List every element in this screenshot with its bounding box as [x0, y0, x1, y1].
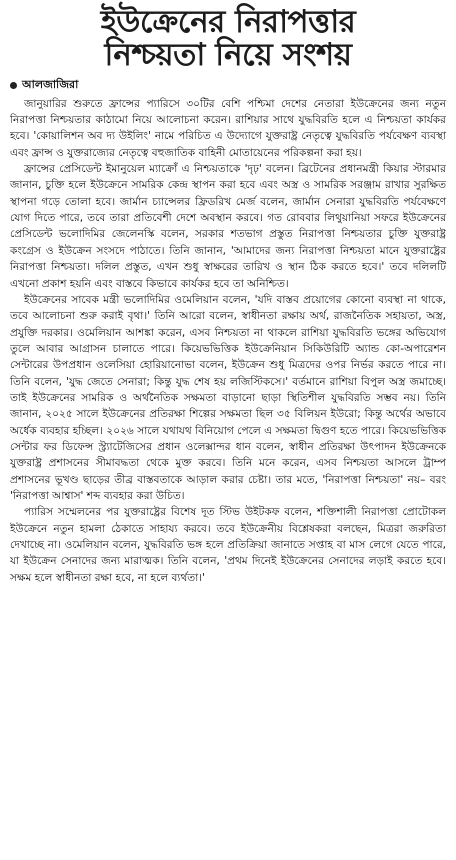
- source-name: আলজাজিরা: [22, 77, 79, 91]
- headline: [10, 6, 446, 72]
- paragraph: প্যারিস সম্মেলনের পর যুক্তরাষ্ট্রের বিশেষ দূত স্টিভ উইটকফ বলেন, শক্তিশালী নিরাপত্তা প্রোটোকল ইউক্রেনে নতুন হামলা ঠেকাতে সাহায্য করবে। তবে ইউক্রেনীয় বিশ্লেষকরা বলছেন, মিত্ররা জরুরিতা দেখাচ্ছে না। ওমেলিয়ান বলেন, যুদ্ধবিরতি ভঙ্গ হলে প্রতিক্রিয়া জানাতে সপ্তাহ বা মাস লেগে যেতে পারে, যা ইউক্রেন সেনাদের জন্য মারাত্মক। তিনি বলেন, 'প্রথম দিনেই ইউক্রেনের সেনাদের লড়াই করতে হবে। সক্ষম হলে স্বাধীনতা রক্ষা হবে, না হলে ব্যর্থতা।': [10, 506, 446, 584]
- bullet-icon: [10, 82, 17, 89]
- article-body: [10, 96, 446, 586]
- paragraph: জানুয়ারির শুরুতে ফ্রান্সের প্যারিসে ৩০টির বেশি পশ্চিমা দেশের নেতারা ইউক্রেনের জন্য নতুন নিরাপত্তা নিশ্চয়তার কাঠামো নিয়ে আলোচনা করেন। রাশিয়ার সাথে যুদ্ধবিরতি হলে এ নিশ্চয়তা কার্যকর হবে। 'কোয়ালিশন অব দ্য উইলিং' নামে পরিচিত এ উদ্যোগে যুক্তরাষ্ট্র নেতৃত্বে যুদ্ধবিরতি পর্যবেক্ষণ ব্যবস্থা এবং ফ্রান্স ও যুক্তরাজ্যের নেতৃত্বে বহুজাতিক বাহিনী মোতায়েনের পরিকল্পনা করা হয়।: [10, 97, 446, 159]
- headline-line-2: নিশ্চয়তা নিয়ে সংশয়: [104, 36, 352, 73]
- source-line: [10, 76, 446, 95]
- paragraph: ফ্রান্সের প্রেসিডেন্ট ইমানুয়েল ম্যাক্রোঁ এ নিশ্চয়তাকে 'দৃঢ়' বলেন। ব্রিটেনের প্রধানমন্ত্রী কিয়ার স্টারমার জানান, চুক্তি হলে ইউক্রেনে সামরিক কেন্দ্র স্থাপন করা হবে এবং অস্ত্র ও সামরিক সরঞ্জাম রাখার সুরক্ষিত স্থাপনা গড়ে তোলা হবে। জার্মান চ্যান্সেলর ফ্রিডরিখ মের্জ বলেন, জার্মান সেনারা যুদ্ধবিরতি পর্যবেক্ষণে যোগ দিতে পারে, তবে তারা প্রতিবেশী দেশে অবস্থান করবে। গত রোববার লিথুয়ানিয়া সফরে ইউক্রেনের প্রেসিডেন্ট ভলোদিমির জেলেনস্কি বলেন, সরকার শতভাগ প্রস্তুত নিরাপত্তা নিশ্চয়তার চুক্তি যুক্তরাষ্ট্র কংগ্রেস ও ইউক্রেন সংসদে পাঠাতে। তিনি জানান, 'আমাদের জন্য নিরাপত্তা নিশ্চয়তা মানে যুক্তরাষ্ট্রের নিরাপত্তা নিশ্চয়তা। দলিল প্রস্তুত, এখন শুধু স্বাক্ষরের তারিখ ও স্থান ঠিক করতে হবে।' তবে দলিলটি এখনো প্রকাশ হয়নি এবং বাস্তবে কিভাবে কার্যকর হবে তা অনিশ্চিত।: [10, 163, 446, 290]
- paragraph: ইউক্রেনের সাবেক মন্ত্রী ভলোদিমির ওমেলিয়ান বলেন, 'যদি বাস্তব প্রয়োগের কোনো ব্যবস্থা না থাকে, তবে আলোচনা শুরু করাই বৃথা।' তিনি আরো বলেন, স্বাধীনতা রক্ষায় অর্থ, রাজনৈতিক সহায়তা, অস্ত্র, প্রযুক্তি দরকার। ওমেলিয়ান আশঙ্কা করেন, এসব নিশ্চয়তা না থাকলে রাশিয়া যুদ্ধবিরতি ভঙ্গের অভিযোগ তুলে আবার আগ্রাসন চালাতে পারে। কিয়েভভিত্তিক ইউক্রেনিয়ান সিকিউরিটি অ্যান্ড কো-অপারেশন সেন্টারের উপপ্রধান ওলেসিয়া হোরিয়ানোভা বলেন, ইউক্রেন শুধু মিত্রদের ওপর নির্ভর করতে পারে না। তিনি বলেন, 'যুদ্ধ জেতে সেনারা; কিন্তু যুদ্ধ শেষ হয় লজিস্টিকসে।' বর্তমানে রাশিয়া বিপুল অস্ত্র জমাচ্ছে। তাই ইউক্রেনের সামরিক ও অর্থনৈতিক সক্ষমতা বাড়ানো ছাড়া স্থিতিশীল যুদ্ধবিরতি সম্ভব নয়। তিনি জানান, ২০২৫ সালে ইউক্রেনের প্রতিরক্ষা শিল্পের সক্ষমতা ছিল ৩৫ বিলিয়ন ইউরো; কিন্তু অর্থের অভাবে অর্ধেক ব্যবহার হচ্ছিল। ২০২৬ সালে যথাযথ বিনিয়োগ পেলে এ সক্ষমতা দ্বিগুণ হতে পারে। কিয়েভভিত্তিক সেন্টার ফর ডিফেন্স স্ট্র্যাটেজিসের প্রধান ওলেক্সান্দর ধান বলেন, স্বাধীন প্রতিরক্ষা উৎপাদন ইউক্রেনকে যুক্তরাষ্ট্র প্রশাসনের সীমাবদ্ধতা থেকে মুক্ত করবে। তিনি মনে করেন, এসব নিশ্চয়তা আসলে ট্রাম্প প্রশাসনের ভূখণ্ড ছাড়ের তীব্র বাস্তবতাকে আড়াল করার চেষ্টা। তার মতে, 'নিরাপত্তা নিশ্চয়তা' নয়– বরং 'নিরাপত্তা আশ্বাস' শব্দ ব্যবহার করা উচিত।: [10, 293, 446, 502]
- headline-line-1: ইউক্রেনের নিরাপত্তার: [100, 4, 356, 40]
